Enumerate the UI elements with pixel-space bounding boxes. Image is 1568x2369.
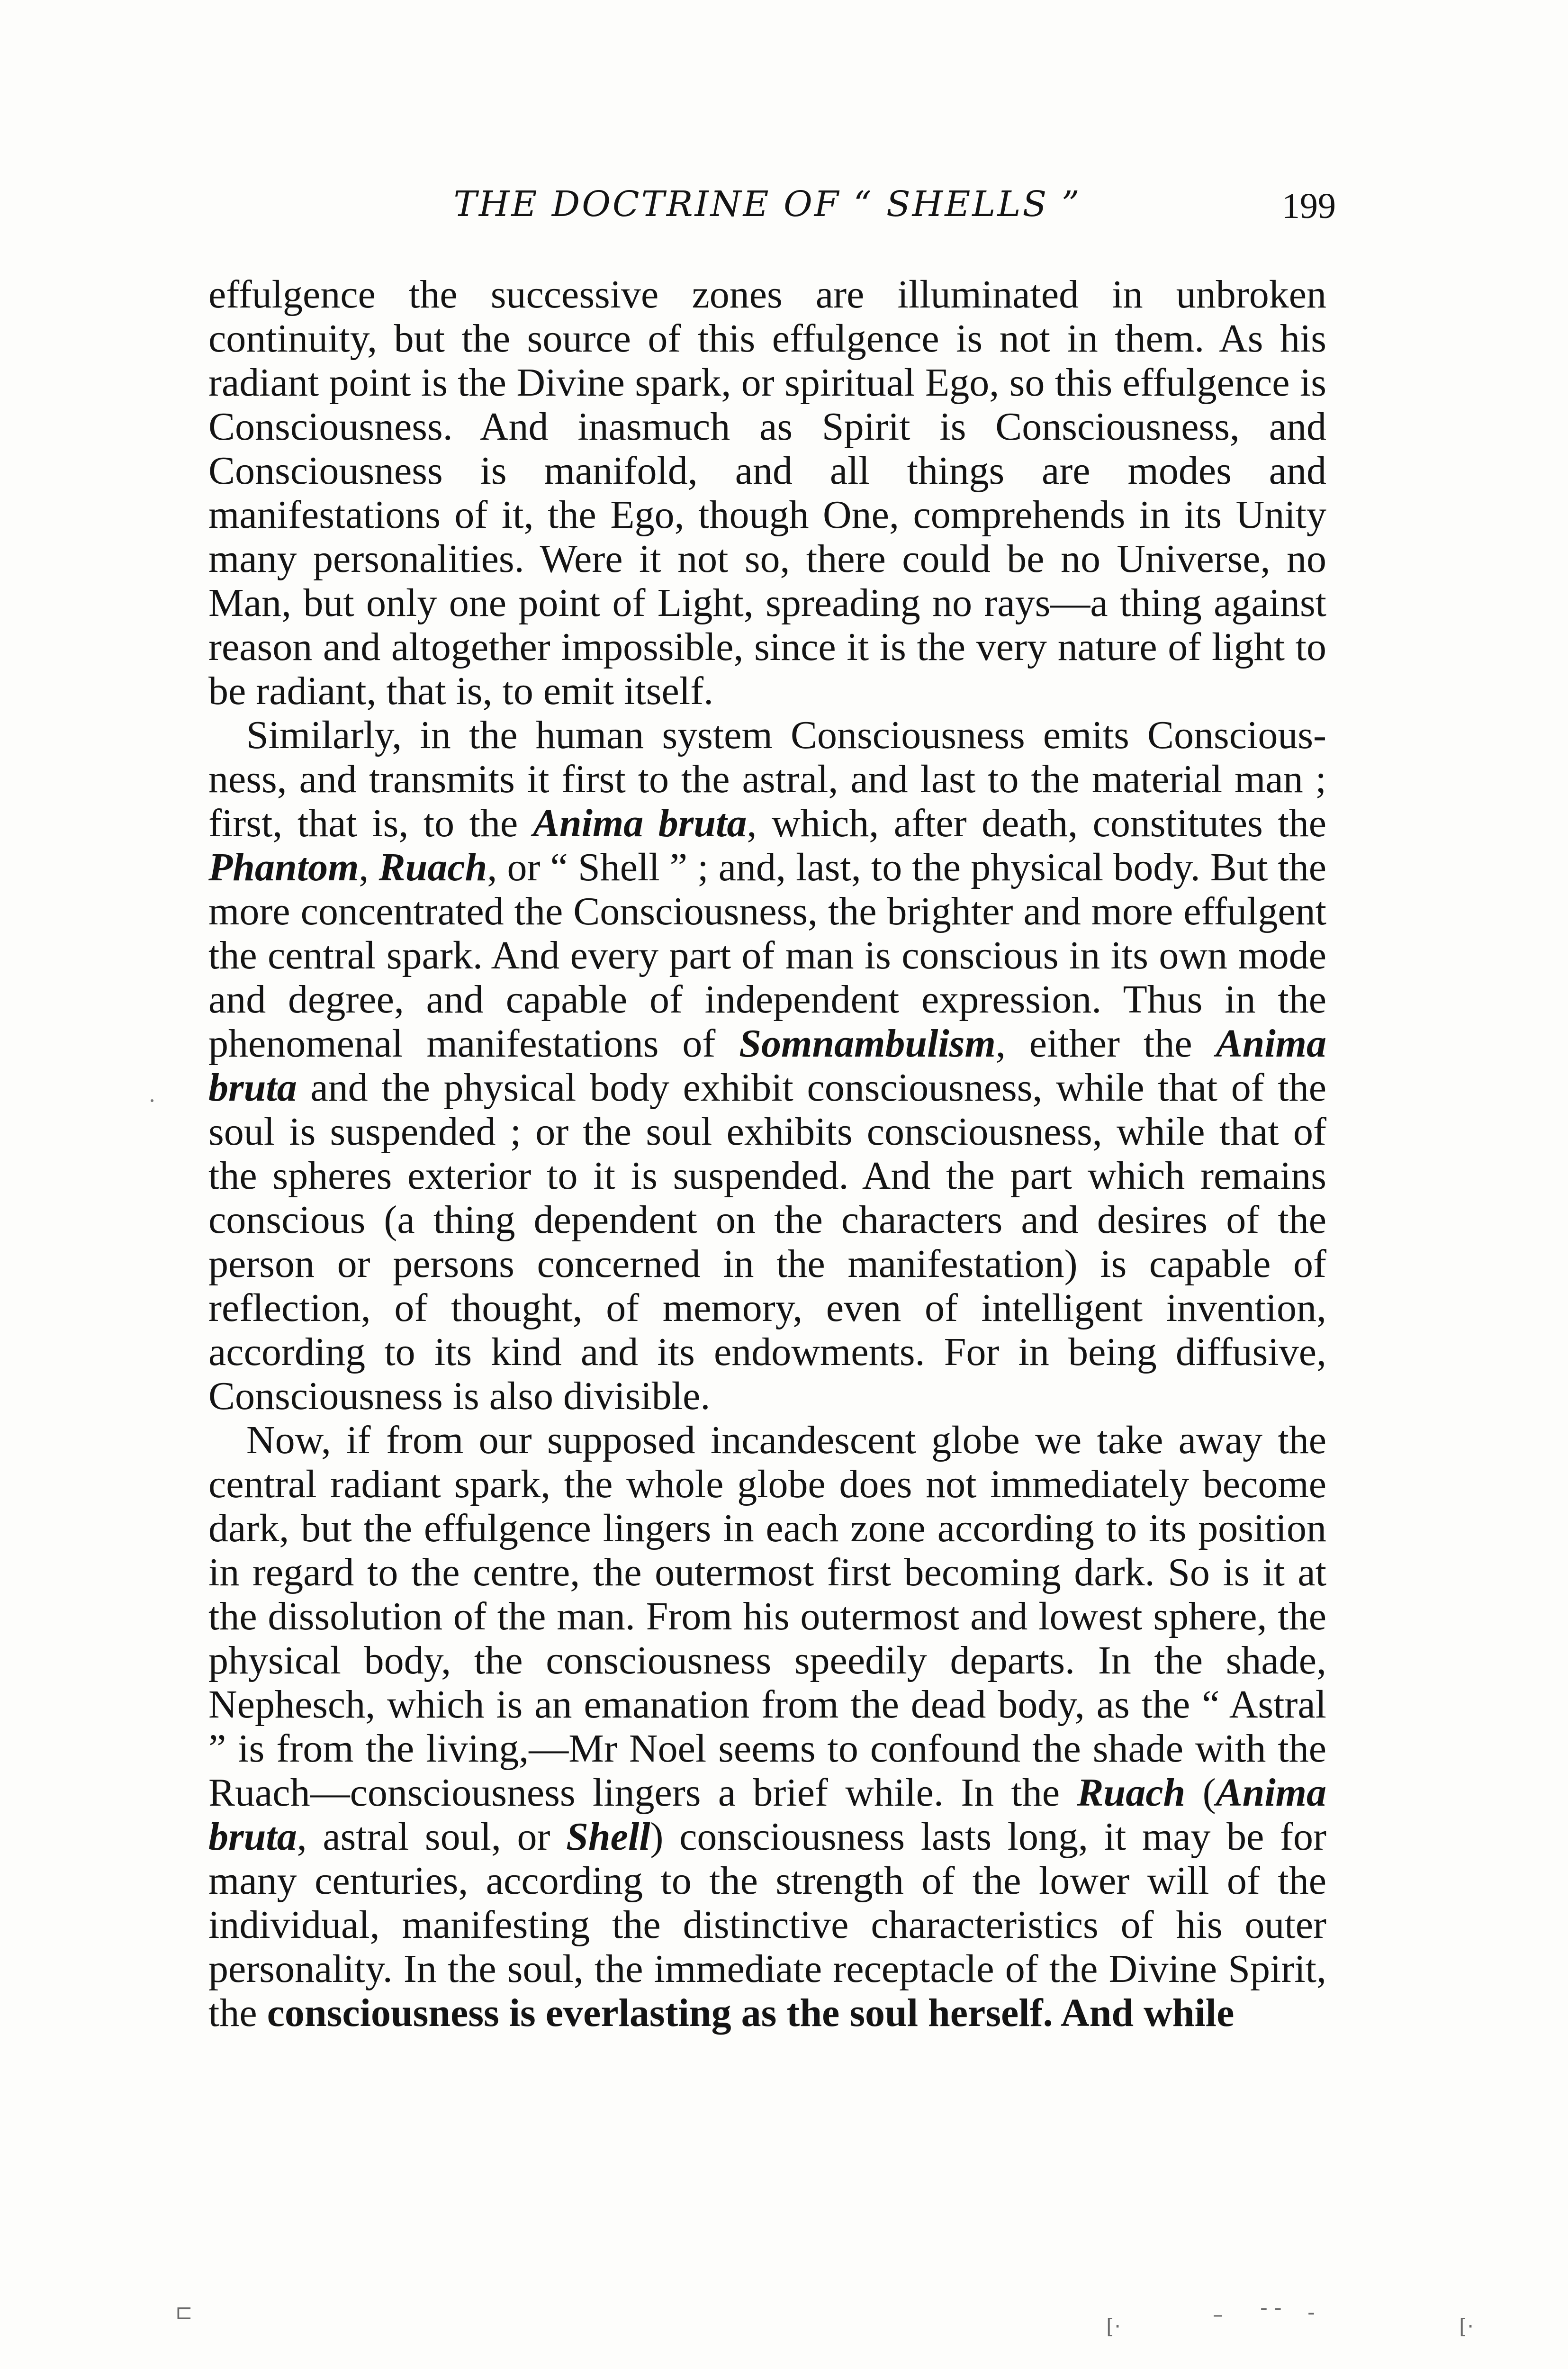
text-run: and the physical body exhibit consciousness, while that of the soul is suspended ; or the soul exhibits consciousness, while that of the spheres exterior to it is suspended. And the part which remains conscious (a thing dependent on the characters and desires of the person or persons concerned in the manifestation) is capable of reflection, of thought, of memory, even of intelligent invention, according to its kind and its endowments. For in being diffusive, Consciousness is also divisible.: [208, 1066, 1326, 1418]
bold-run: consciousness is everlasting as the soul herself. And while: [267, 1991, 1235, 2035]
text-run: , which, after death, constitutes the: [747, 801, 1326, 845]
scan-mark-bracket: [·: [1106, 2315, 1121, 2339]
italic-run: Ruach: [378, 845, 487, 889]
paragraph: [208, 1418, 1326, 2035]
text-run: , astral soul, or: [297, 1815, 567, 1859]
text-run: , or “ Shell ” ; and, last, to the physical body. But the more concentrated the Consciousness, the brighter and more effulgent the central spark. And every part of man is conscious in its own mode and degree, and capable of independent expression. Thus in the phenomenal manifestations of: [208, 845, 1327, 1066]
text-run: Now, if from our supposed incandescent globe we take away the central radiant spark, the whole globe does not immediately become dark, but the effulgence lingers in each zone according to its position in regard to the centre, the outermost first becoming dark. So is it at the dissolution of the man. From his outermost and lowest sphere, the physical body, the consciousness speedily departs. In the shade, Nephesch, which is an emanation from the dead body, as the “ Astral ” is from the living,—Mr Noel seems to confound the shade with the Ruach—consciousness lingers a brief while. In the: [208, 1418, 1326, 1815]
italic-run: Somnambulism: [739, 1022, 996, 1066]
scan-mark-right: [·: [1459, 2315, 1474, 2339]
scan-mark-left: ⊏: [175, 2300, 193, 2324]
paragraph: [208, 272, 1326, 713]
italic-run: Shell: [566, 1815, 650, 1859]
italic-run: Ruach: [1077, 1771, 1186, 1815]
italic-run: Anima bruta: [208, 1771, 1326, 1859]
text-run: Similarly, in the human system Consciousness emits Consciousness, and transmits it first to the astral, and last to the material man ; first, that is, to the: [208, 713, 1326, 845]
text-run: (: [1185, 1771, 1216, 1815]
paragraph: [208, 713, 1326, 1418]
text-run: ) consciousness lasts long, it may be for many centuries, according to the strength of the lower will of the individual, manifesting the distinctive characteristics of his outer personality. In the soul, the immediate receptacle of the Divine Spirit, the: [208, 1815, 1327, 2035]
italic-run: Anima bruta: [532, 801, 747, 845]
text-run: effulgence the successive zones are illuminated in unbroken continuity, but the source of this effulgence is not in them. As his radiant point is the Divine spark, or spiritual Ego, so this effulgence is Consciousness. And inasmuch as Spirit is Consciousness, and Consciousness is manifold, and all things are modes and manifestations of it, the Ego, though One, comprehends in its Unity many personalities. Were it not so, there could be no Universe, no Man, but only one point of Light, spreading no rays—a thing against reason and altogether impossible, since it is the very nature of light to be radiant, that is, to emit itself.: [208, 272, 1326, 713]
page-number: 199: [1282, 186, 1336, 226]
running-title: THE DOCTRINE OF “ SHELLS ”: [453, 184, 1081, 225]
italic-run: Anima bruta: [208, 1022, 1326, 1110]
body-text: [208, 272, 1326, 2035]
italic-run: Phantom: [208, 845, 359, 889]
scan-mark-dash-2: ‑ ‑: [1260, 2296, 1282, 2320]
scan-mark-dash-3: ‑: [1307, 2300, 1315, 2324]
scan-speck: [151, 1099, 153, 1102]
text-run: , either the: [995, 1022, 1216, 1066]
running-head: [208, 180, 1336, 237]
text-run: ,: [359, 845, 379, 889]
scan-mark-dash-1: –: [1213, 2303, 1223, 2327]
